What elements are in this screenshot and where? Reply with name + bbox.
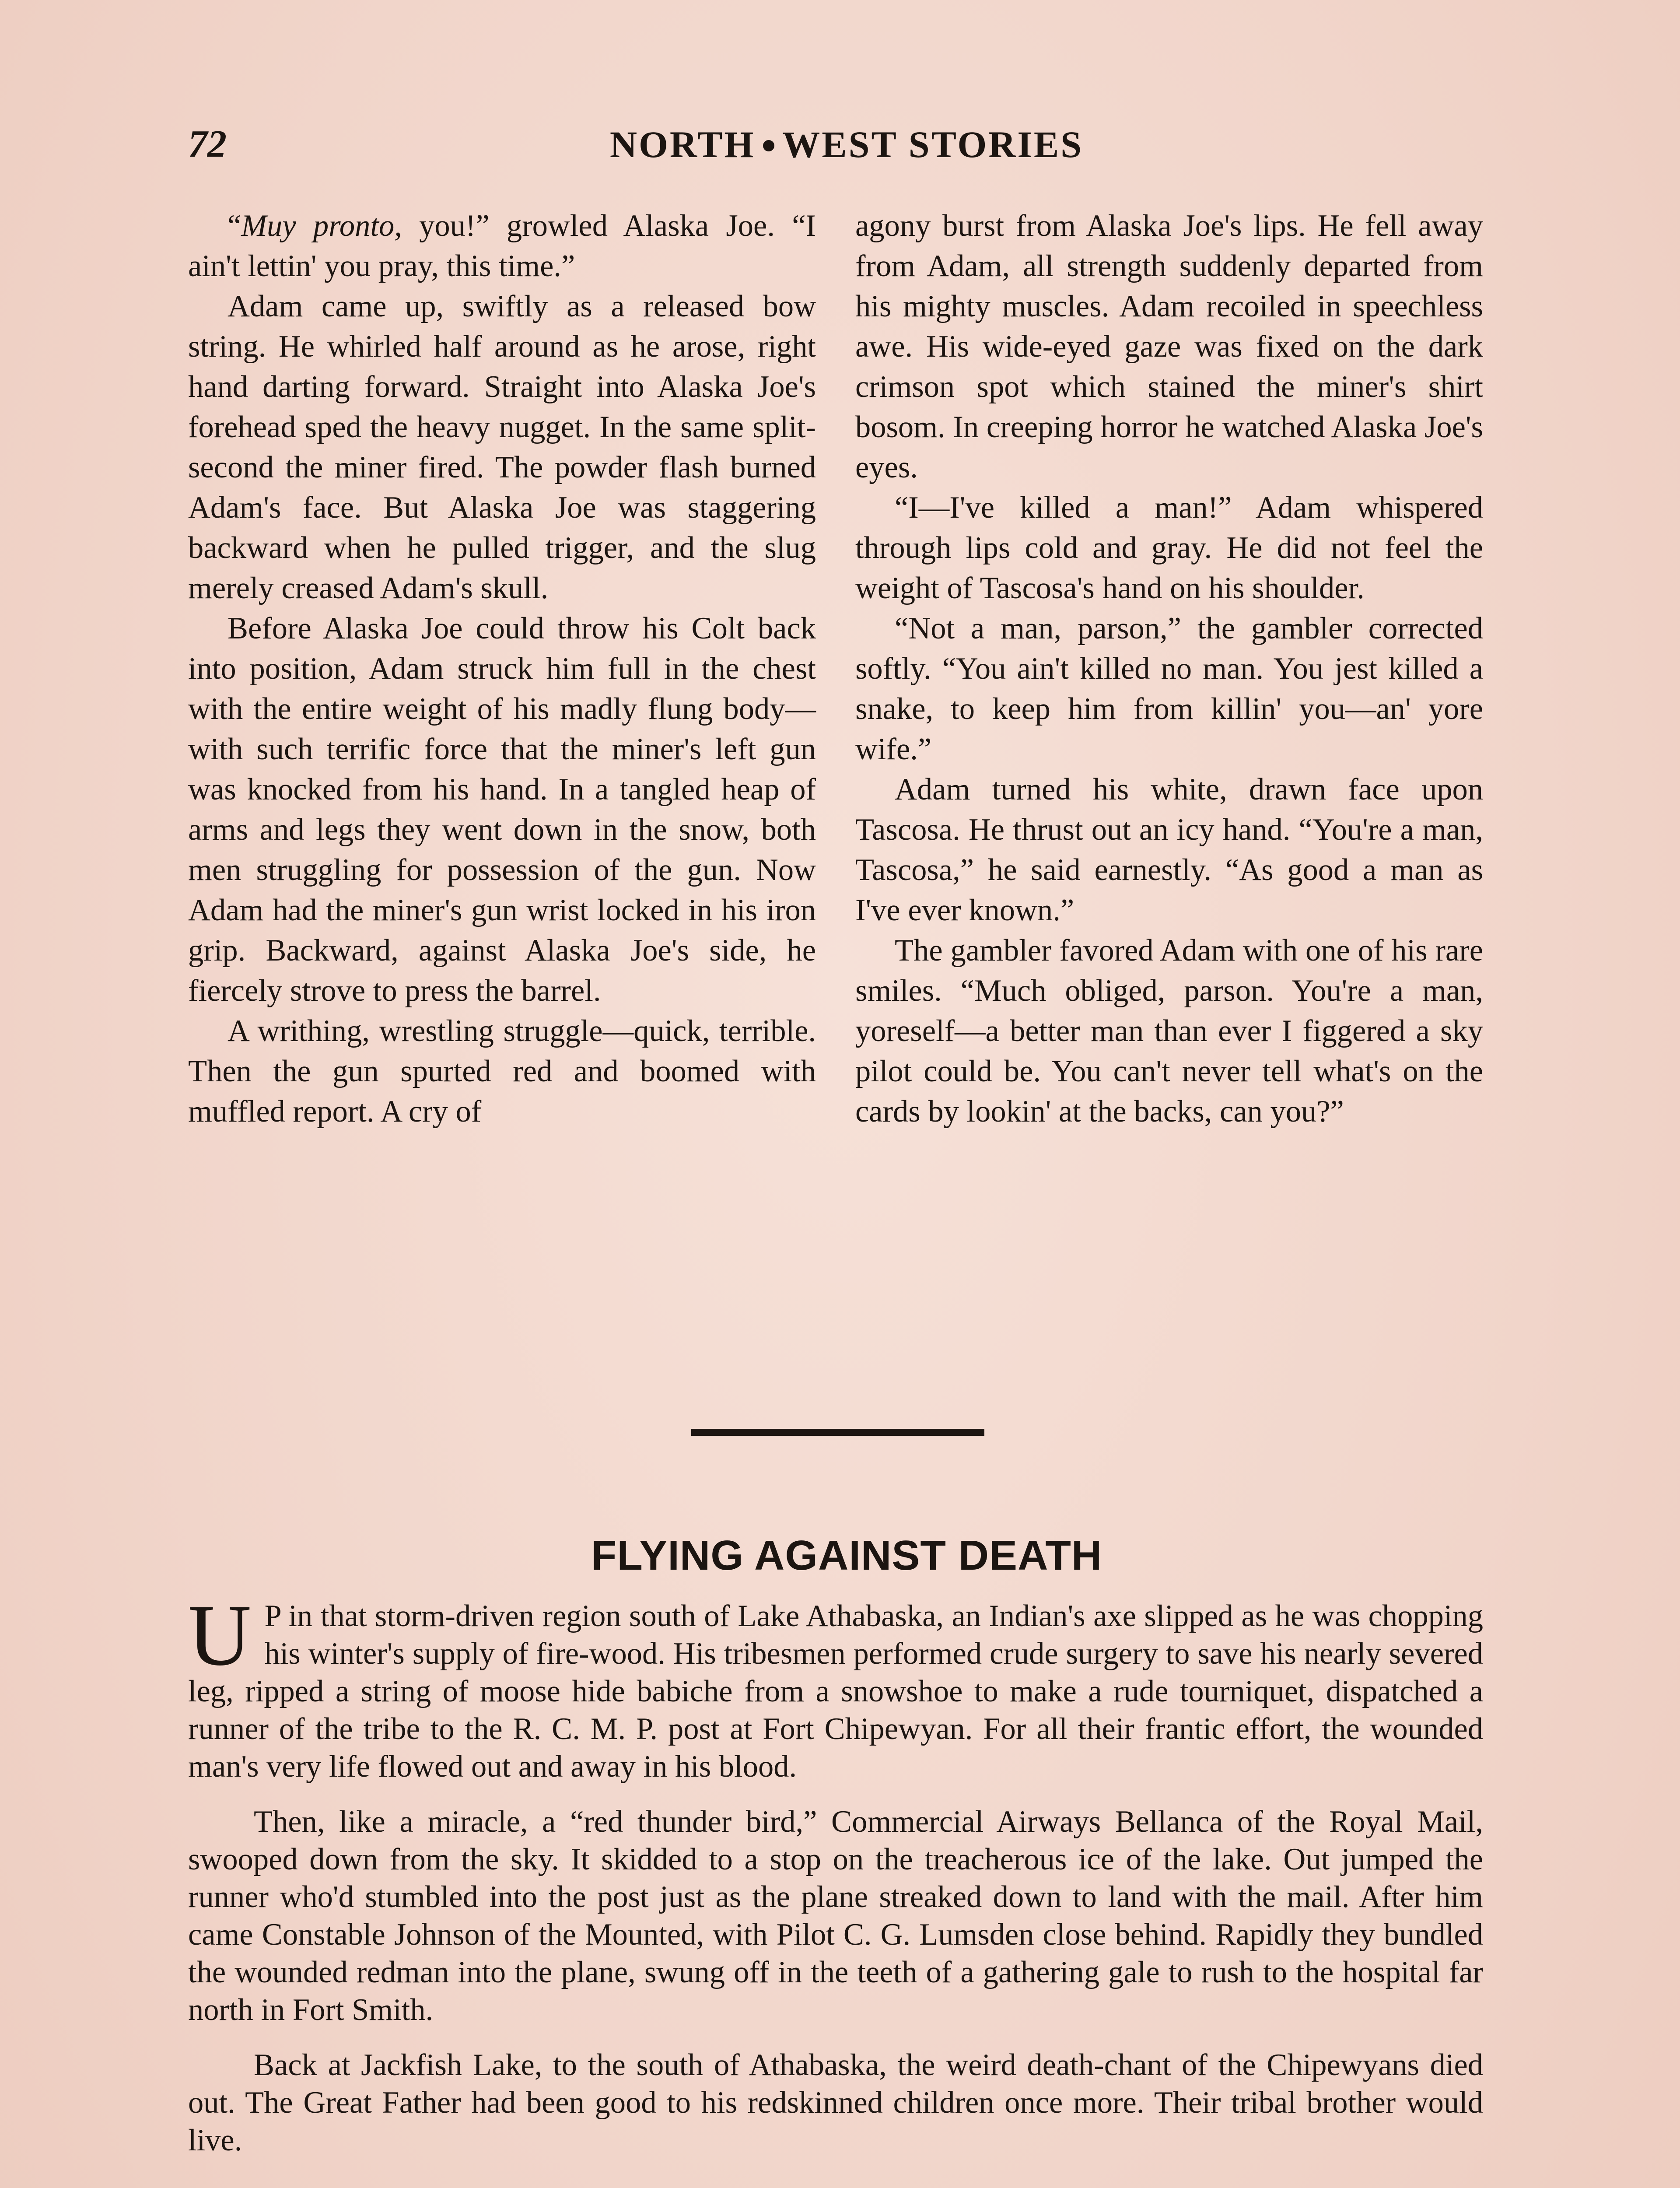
article-paragraph-first: [188, 1587, 1483, 1785]
paragraph: “I—I've killed a man!” Adam whispered through lips cold and gray. He did not feel the weight of Tascosa's hand on his shoulder.: [855, 491, 1483, 605]
page-number: 72: [188, 123, 227, 165]
paragraph: Adam came up, swiftly as a released bow string. He whirled half around as he arose, right hand darting forward. Straight into Alaska Joe's forehead sped the heavy nugget. In the same split-second the miner fired. The powder flash burned Adam's face. But Alaska Joe was staggering backward when he pulled trigger, and the slug merely creased Adam's skull.: [188, 289, 816, 605]
running-head-right: WEST STORIES: [782, 123, 1084, 165]
article-title: FLYING AGAINST DEATH: [591, 1532, 1102, 1579]
paragraph: agony burst from Alaska Joe's lips. He fell away from Adam, all strength suddenly departed from his mighty muscles. Adam recoiled in speechless awe. His wide-eyed gaze was fixed on the dark crimson spot which stained the miner's shirt bosom. In creeping horror he watched Alaska Joe's eyes.: [855, 209, 1483, 484]
paragraph: “Muy pronto, you!” growled Alaska Joe. “I ain't lettin' you pray, this time.”: [188, 209, 816, 283]
running-head-left: NORTH: [609, 123, 756, 165]
running-head: [188, 120, 1505, 168]
drop-cap: U: [188, 1587, 252, 1684]
article-paragraph: Back at Jackfish Lake, to the south of Athabaska, the weird death-chant of the Chipewyans died out. The Great Father had been good to his redskinned children once more. Their tribal brother would live.: [188, 2048, 1483, 2157]
italic-phrase: Muy pronto,: [241, 209, 402, 243]
page-header: [188, 120, 1505, 168]
article-paragraph-text: P in that storm-driven region south of Lake Athabaska, an Indian's axe slipped as he was chopping his winter's supply of fire-wood. His tribesmen performed crude surgery to save his nearly severed leg, ripped a string of moose hide babiche from a snowshoe to make a rude tourniquet, dispatched a runner of the tribe to the R. C. M. P. post at Fort Chipewyan. For all their frantic effort, the wounded man's very life flowed out and away in his blood.: [188, 1599, 1483, 1784]
section-divider: [691, 1429, 984, 1436]
article-body: [188, 1587, 1483, 2177]
paragraph: “Not a man, parson,” the gambler corrected softly. “You ain't killed no man. You jest killed a snake, to keep him from killin' you—an' yore wife.”: [855, 611, 1483, 766]
paragraph: The gambler favored Adam with one of his rare smiles. “Much obliged, parson. You're a man, yoreself—a better man than ever I figgered a sky pilot could be. You can't never tell what's on the cards by lookin' at the backs, can you?”: [855, 933, 1483, 1129]
story-columns: [188, 206, 1505, 1352]
bullet-icon: [763, 140, 774, 151]
paragraph: A writhing, wrestling struggle—quick, terrible. Then the gun spurted red and boomed with muffled report. A cry of: [188, 1014, 816, 1129]
right-column: [855, 206, 1483, 1132]
paragraph: Before Alaska Joe could throw his Colt back into position, Adam struck him full in the chest with the entire weight of his madly flung body—with such terrific force that the miner's left gun was knocked from his hand. In a tangled heap of arms and legs they went down in the snow, both men struggling for possession of the gun. Now Adam had the miner's gun wrist locked in his iron grip. Backward, against Alaska Joe's side, he fiercely strove to press the barrel.: [188, 611, 816, 1008]
paragraph: Adam turned his white, drawn face upon Tascosa. He thrust out an icy hand. “You're a man, Tascosa,” he said earnestly. “As good a man as I've ever known.”: [855, 772, 1483, 927]
article-paragraph: Then, like a miracle, a “red thunder bird,” Commercial Airways Bellanca of the Royal Mail, swooped down from the sky. It skidded to a stop on the treacherous ice of the lake. Out jumped the runner who'd stumbled into the post just as the plane streaked down to land with the mail. After him came Constable Johnson of the Mounted, with Pilot C. G. Lumsden close behind. Rapidly they bundled the wounded redman into the plane, swung off in the teeth of a gathering gale to rush to the hospital far north in Fort Smith.: [188, 1805, 1483, 2027]
left-column: [188, 206, 816, 1132]
